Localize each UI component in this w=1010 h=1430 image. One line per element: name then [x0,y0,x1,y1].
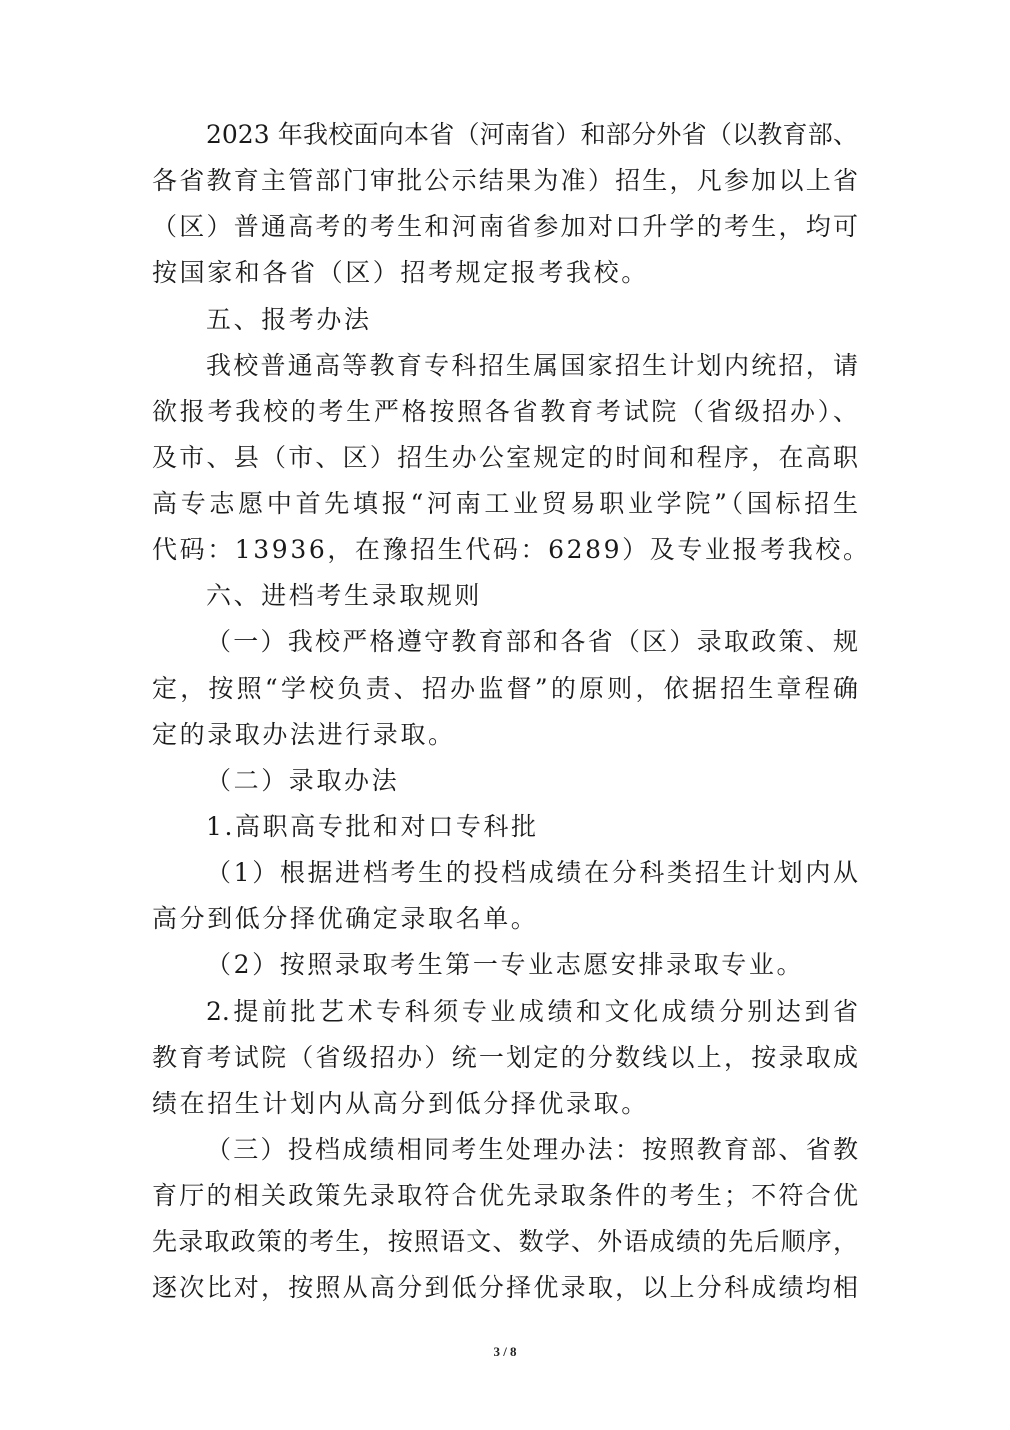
paragraph-line: （区）普通高考的考生和河南省参加对口升学的考生，均可 [152,212,858,241]
paragraph-line: 及市、县（市、区）招生办公室规定的时间和程序，在高职 [152,443,858,472]
paragraph-line: （1）根据进档考生的投档成绩在分科类招生计划内从 [206,858,858,887]
paragraph-line: 先录取政策的考生，按照语文、数学、外语成绩的先后顺序， [152,1227,858,1256]
paragraph-line: 定，按照“学校负责、招办监督”的原则，依据招生章程确 [152,674,858,703]
page-number: 3 / 8 [493,1344,517,1359]
paragraph-line: 各省教育主管部门审批公示结果为准）招生，凡参加以上省 [152,166,858,195]
paragraph-line: 按国家和各省（区）招考规定报考我校。 [152,258,649,287]
paragraph-line: 教育考试院（省级招办）统一划定的分数线以上，按录取成 [152,1043,858,1072]
paragraph-line: 高专志愿中首先填报“河南工业贸易职业学院”（国标招生 [152,489,858,518]
paragraph-line: 绩在招生计划内从高分到低分择优录取。 [152,1089,649,1118]
paragraph-line: 2.提前批艺术专科须专业成绩和文化成绩分别达到省 [206,997,858,1026]
paragraph-line: 代码：13936，在豫招生代码：6289）及专业报考我校。 [152,535,871,564]
subsection-heading: （二）录取办法 [206,766,400,795]
paragraph-line: 我校普通高等教育专科招生属国家招生计划内统招，请 [206,351,858,380]
paragraph-line: （三）投档成绩相同考生处理办法：按照教育部、省教 [206,1135,858,1164]
subsection-heading: 1.高职高专批和对口专科批 [206,812,539,841]
paragraph-line: （一）我校严格遵守教育部和各省（区）录取政策、规 [206,627,858,656]
section-heading: 五、报考办法 [206,305,372,334]
paragraph-line: 育厅的相关政策先录取符合优先录取条件的考生；不符合优 [152,1181,858,1210]
paragraph-line: 高分到低分择优确定录取名单。 [152,904,539,933]
section-heading: 六、进档考生录取规则 [206,581,483,610]
paragraph-line: 逐次比对，按照从高分到低分择优录取，以上分科成绩均相 [152,1273,858,1302]
paragraph-line: 欲报考我校的考生严格按照各省教育考试院（省级招办）、 [152,397,858,426]
paragraph-line: 定的录取办法进行录取。 [152,720,456,749]
paragraph-line: （2）按照录取考生第一专业志愿安排录取专业。 [206,950,805,979]
paragraph-line: 2023 年我校面向本省（河南省）和部分外省（以教育部、 [206,120,858,149]
